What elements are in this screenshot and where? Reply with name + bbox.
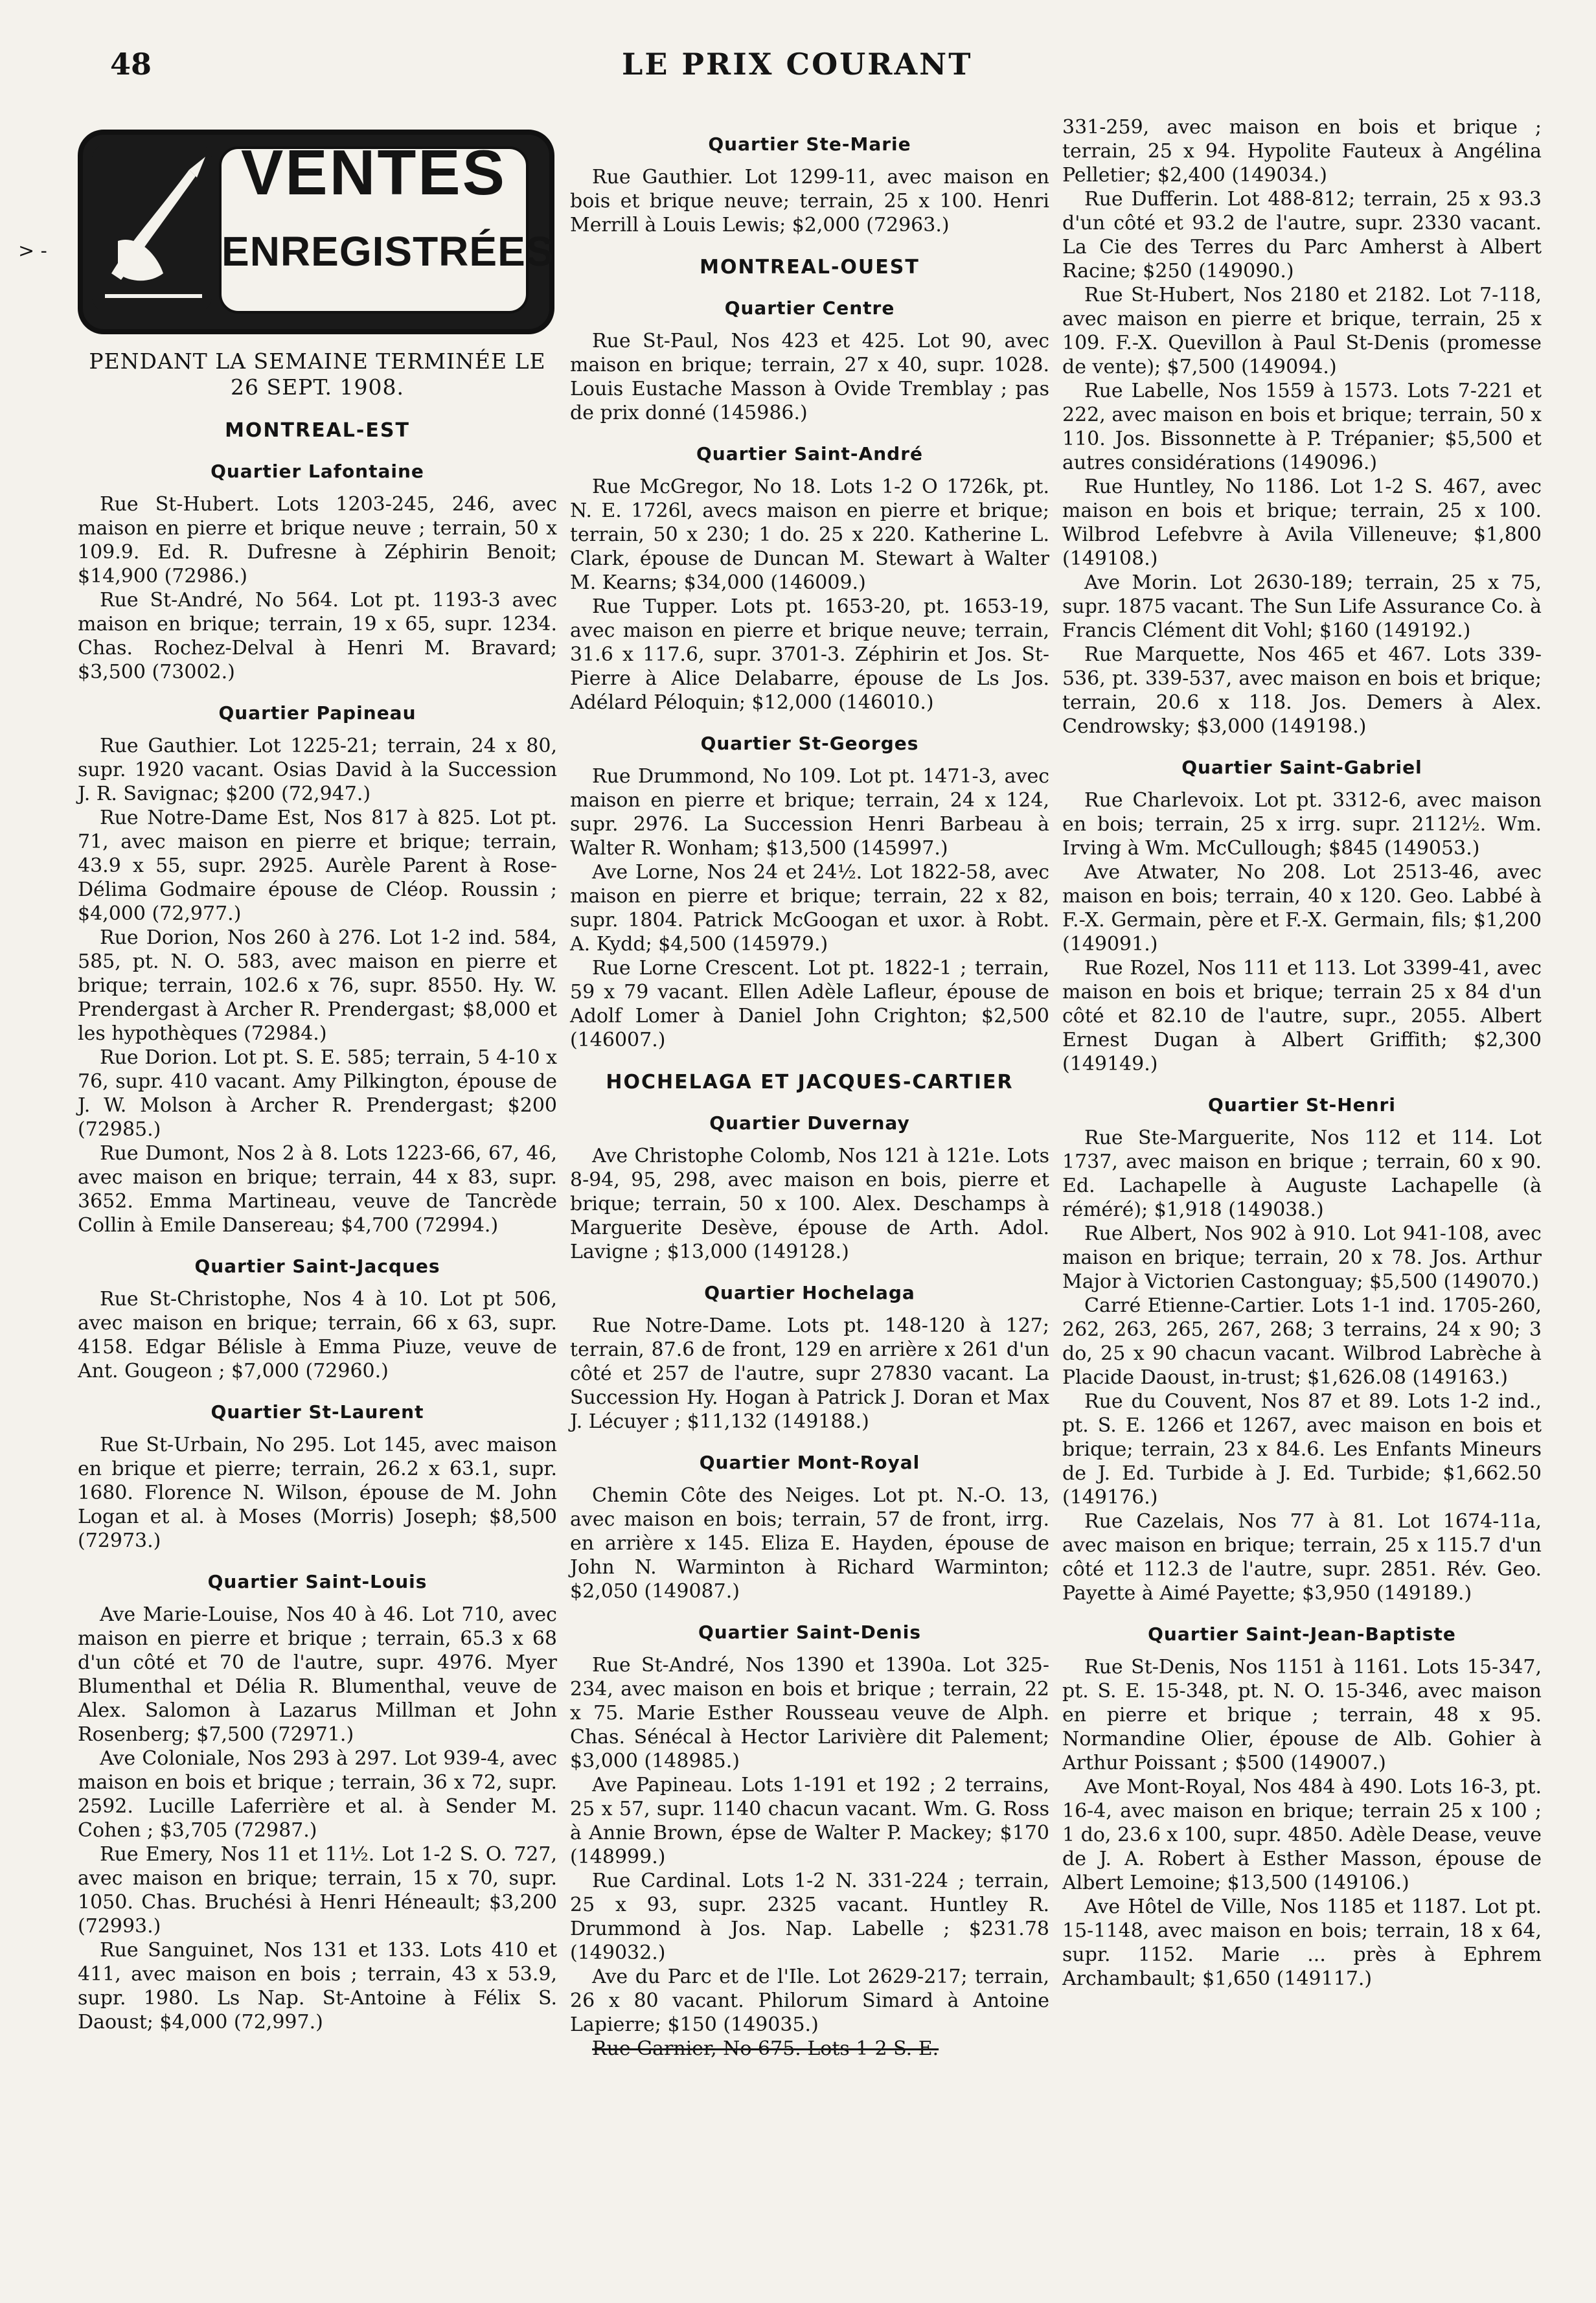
- sale-entry: Rue Tupper. Lots pt. 1653-20, pt. 1653-19, avec maison en pierre et brique neuve; terrain, 31.6 x 117.6, supr. 3701-3. Zéphirin et Jos. St-Pierre à Alice Delabarre, épouse de Ls Jos. Adélard Péloquin; $12,000 (146010.): [570, 595, 1049, 714]
- sale-entry: Ave Hôtel de Ville, Nos 1185 et 1187. Lot pt. 15-1148, avec maison en bois; terrain, 18 x 64, supr. 1152. Marie ... près à Ephrem Archambault; $1,650 (149117.): [1062, 1896, 1542, 1990]
- sale-entry: Ave Mont-Royal, Nos 484 à 490. Lots 16-3, pt. 16-4, avec maison en brique; terrain 25 x 100 ; 1 do, 23.6 x 100, supr. 4850. Adèle Dease, veuve de J. A. Robert à Esther Masson, épouse de Albert Lemoine; $13,500 (149106.): [1062, 1776, 1542, 1894]
- sale-entry: Rue Huntley, No 1186. Lot 1-2 S. 467, avec maison en bois et brique; terrain, 25 x 100. Wilbrod Lefebvre à Avila Villeneuve; $1,800 (149108.): [1062, 475, 1542, 570]
- quarter-heading: Quartier Lafontaine: [211, 461, 424, 482]
- week-period: PENDANT LA SEMAINE TERMINÉE LE 26 SEPT. 1908.: [89, 349, 546, 400]
- quarter-heading: Quartier Saint-Louis: [207, 1571, 428, 1592]
- sale-entry: Rue Sanguinet, Nos 131 et 133. Lots 410 et 411, avec maison en bois ; terrain, 43 x 53.9, supr. 1980. Ls Nap. St-Antoine à Félix S. Daoust; $4,000 (72,997.): [78, 1939, 557, 2034]
- sale-entry: Rue Dorion. Lot pt. S. E. 585; terrain, 5 4-10 x 76, supr. 410 vacant. Amy Pilkington, épouse de J. W. Molson à Archer R. Prendergast; $200 (72985.): [78, 1046, 557, 1141]
- sale-entry: Rue Notre-Dame. Lots pt. 148-120 à 127; terrain, 87.6 de front, 129 en arrière x 261 d'un côté et 257 de l'autre, supr 27830 vacant. La Succession Hy. Hogan à Patrick J. Doran et Max J. Lécuyer ; $11,132 (149188.): [570, 1314, 1049, 1433]
- sale-entry: Rue du Couvent, Nos 87 et 89. Lots 1-2 ind., pt. S. E. 1266 et 1267, avec maison en bois et brique; terrain, 23 x 84.6. Les Enfants Mineurs de J. Ed. Turbide à J. Ed. Turbide; $1,662.50 (149176.): [1062, 1390, 1542, 1509]
- sale-entry: Rue McGregor, No 18. Lots 1-2 O 1726k, pt. N. E. 1726l, avecs maison en pierre et brique; terrain, 50 x 230; 1 do. 25 x 220. Katherine L. Clark, épouse de Duncan M. Stewart à Walter M. Kearns; $34,000 (146009.): [570, 475, 1049, 594]
- quarter-heading: Quartier Papineau: [218, 702, 416, 724]
- column-3-body: [1062, 115, 1542, 1991]
- district-heading: MONTREAL-OUEST: [700, 256, 920, 279]
- sale-entry: Rue Gauthier. Lot 1299-11, avec maison en bois et brique neuve; terrain, 25 x 100. Henri Merrill à Louis Lewis; $2,000 (72963.): [570, 166, 1049, 236]
- quarter-heading: Quartier Mont-Royal: [699, 1452, 920, 1473]
- sale-entry: Rue St-Hubert. Lots 1203-245, 246, avec maison en pierre et brique neuve ; terrain, 50 x 109.9. Ed. R. Dufresne à Zéphirin Benoit; $14,900 (72986.): [78, 493, 557, 588]
- quarter-heading: Quartier St-Georges: [700, 733, 919, 754]
- sale-entry: Rue Dumont, Nos 2 à 8. Lots 1223-66, 67, 46, avec maison en brique; terrain, 44 x 83, supr. 3652. Emma Martineau, veuve de Tancrède Collin à Emile Dansereau; $4,700 (72994.): [78, 1142, 557, 1237]
- sale-entry: Ave Morin. Lot 2630-189; terrain, 25 x 75, supr. 1875 vacant. The Sun Life Assurance Co. à Francis Clément dit Vohl; $160 (149192.): [1062, 571, 1542, 642]
- column-2-body: [570, 132, 1049, 2061]
- sale-entry: Rue Cardinal. Lots 1-2 N. 331-224 ; terrain, 25 x 93, supr. 2325 vacant. Huntley R. Drummond à Jos. Nap. Labelle ; $231.78 (149032.): [570, 1870, 1049, 1964]
- quarter-heading: Quartier St-Henri: [1208, 1094, 1396, 1116]
- ventes-enregistrees-logo: [78, 130, 554, 334]
- column-3: [1062, 115, 1542, 1991]
- quarter-heading: Quartier Hochelaga: [704, 1282, 915, 1303]
- sale-entry: Rue St-Christophe, Nos 4 à 10. Lot pt 506, avec maison en brique; terrain, 66 x 63, supr. 4158. Edgar Bélisle à Emma Piuze, veuve de Ant. Gougeon ; $7,000 (72960.): [78, 1288, 557, 1382]
- quarter-heading: Quartier Saint-André: [696, 443, 923, 464]
- sale-entry: Rue Emery, Nos 11 et 11½. Lot 1-2 S. O. 727, avec maison en brique; terrain, 15 x 70, supr. 1050. Chas. Bruchési à Henri Héneault; $3,200 (72993.): [78, 1843, 557, 1938]
- quarter-heading: Quartier Saint-Jacques: [194, 1255, 440, 1277]
- sale-entry: Rue Dufferin. Lot 488-812; terrain, 25 x 93.3 d'un côté et 93.2 de l'autre, supr. 2330 vacant. La Cie des Terres du Parc Amherst à Albert Racine; $250 (149090.): [1062, 188, 1542, 282]
- sale-entry: Ave Coloniale, Nos 293 à 297. Lot 939-4, avec maison en bois et brique ; terrain, 36 x 72, supr. 2592. Lucille Laferrière et al. à Sender M. Cohen ; $3,705 (72987.): [78, 1747, 557, 1842]
- sale-entry: Rue St-Denis, Nos 1151 à 1161. Lots 15-347, pt. S. E. 15-348, pt. N. O. 15-346, avec maison en pierre et brique ; terrain, 48 x 95. Normandine Olier, épouse de Alb. Gohier à Arthur Poissant ; $500 (149007.): [1062, 1656, 1542, 1774]
- sale-entry: Rue Albert, Nos 902 à 910. Lot 941-108, avec maison en brique; terrain, 20 x 78. Jos. Arthur Major à Victorien Castonguay; $5,500 (149070.): [1062, 1222, 1542, 1293]
- quarter-heading: Quartier Saint-Gabriel: [1181, 757, 1422, 778]
- running-title: LE PRIX COURANT: [622, 47, 973, 82]
- quarter-heading: Quartier Centre: [724, 297, 895, 319]
- sale-entry: Rue Ste-Marguerite, Nos 112 et 114. Lot 1737, avec maison en brique ; terrain, 60 x 90. Ed. Lachapelle à Auguste Lachapelle (à réméré); $1,918 (149038.): [1062, 1127, 1542, 1221]
- sale-entry: Ave Lorne, Nos 24 et 24½. Lot 1822-58, avec maison en pierre et brique; terrain, 22 x 82, supr. 1804. Patrick McGoogan et uxor. à Robt. A. Kydd; $4,500 (145979.): [570, 861, 1049, 956]
- sale-entry: Chemin Côte des Neiges. Lot pt. N.-O. 13, avec maison en bois; terrain, 57 de front, irrg. en arrière x 145. Eliza E. Hayden, épouse de John N. Warminton à Richard Warminton; $2,050 (149087.): [570, 1484, 1049, 1603]
- margin-mark: > -: [18, 240, 47, 262]
- logo-panel: [219, 137, 554, 314]
- quarter-heading: Quartier Saint-Jean-Baptiste: [1148, 1623, 1456, 1645]
- sale-entry: Rue St-Paul, Nos 423 et 425. Lot 90, avec maison en brique; terrain, 27 x 40, supr. 1028. Louis Eustache Masson à Ovide Tremblay ; pas de prix donné (145986.): [570, 330, 1049, 424]
- sale-entry: Ave Atwater, No 208. Lot 2513-46, avec maison en bois; terrain, 40 x 120. Geo. Labbé à F.-X. Germain, père et F.-X. Germain, fils; $1,200 (149091.): [1062, 861, 1542, 956]
- sale-entry: Rue Cazelais, Nos 77 à 81. Lot 1674-11a, avec maison en brique; terrain, 25 x 115.7 d'un côté et 112.3 de l'autre, supr. 2851. Rév. Geo. Payette à Aimé Payette; $3,950 (149189.): [1062, 1510, 1542, 1605]
- quarter-heading: Quartier St-Laurent: [211, 1401, 424, 1423]
- district-heading: HOCHELAGA ET JACQUES-CARTIER: [606, 1071, 1014, 1094]
- sale-entry: Rue St-André, No 564. Lot pt. 1193-3 avec maison en brique; terrain, 19 x 65, supr. 1234. Chas. Rochez-Delval à Henri M. Bravard; $3,500 (73002.): [78, 589, 557, 683]
- column-2: [570, 115, 1049, 2061]
- quarter-heading: Quartier Ste-Marie: [708, 133, 911, 155]
- quill-hand-icon: [92, 144, 212, 312]
- sale-entry: Rue St-Hubert, Nos 2180 et 2182. Lot 7-118, avec maison en pierre et brique, terrain, 25 x 109. F.-X. Quevillon à Paul St-Denis (promesse de vente); $7,500 (149094.): [1062, 284, 1542, 378]
- sale-entry: Carré Etienne-Cartier. Lots 1-1 ind. 1705-260, 262, 263, 265, 267, 268; 3 terrains, 24 x 90; 3 do, 25 x 90 chacun vacant. Wilbrod Labrèche à Placide Daoust, in-trust; $1,626.08 (149163.): [1062, 1294, 1542, 1389]
- sale-entry: Ave Marie-Louise, Nos 40 à 46. Lot 710, avec maison en pierre et brique ; terrain, 65.3 x 68 d'un côté et 70 de l'autre, supr. 4976. Myer Blumenthal et Délia R. Blumenthal, veuve de Alex. Salomon à Lazarus Millman et John Rosenberg; $7,500 (72971.): [78, 1603, 557, 1746]
- page-number: 48: [110, 47, 152, 82]
- sale-entry: Rue Charlevoix. Lot pt. 3312-6, avec maison en bois; terrain, 25 x irrg. supr. 2112½. Wm. Irving à Wm. McCullough; $845 (149053.): [1062, 789, 1542, 860]
- sale-entry: Rue St-André, Nos 1390 et 1390a. Lot 325-234, avec maison en bois et brique ; terrain, 22 x 75. Marie Esther Rousseau veuve de Alph. Chas. Sénécal à Hector Larivière dit Palement; $3,000 (148985.): [570, 1654, 1049, 1772]
- sale-entry: Rue Lorne Crescent. Lot pt. 1822-1 ; terrain, 59 x 79 vacant. Ellen Adèle Lafleur, épouse de Adolf Lomer à Daniel John Crighton; $2,500 (146007.): [570, 957, 1049, 1051]
- column-1: [78, 123, 557, 2034]
- logo-ventes: VENTES: [240, 137, 507, 208]
- sale-entry: Ave Christophe Colomb, Nos 121 à 121e. Lots 8-94, 95, 298, avec maison en bois, pierre et brique; terrain, 50 x 100. Alex. Deschamps à Marguerite Desève, épouse de Arth. Adol. Lavigne ; $13,000 (149128.): [570, 1145, 1049, 1263]
- sale-entry: Rue Labelle, Nos 1559 à 1573. Lots 7-221 et 222, avec maison en bois et brique; terrain, 50 x 110. Jos. Bissonnette à P. Trépanier; $5,500 et autres considérations (149096.): [1062, 380, 1542, 474]
- quarter-heading: Quartier Duvernay: [709, 1112, 910, 1134]
- sale-entry: Ave Papineau. Lots 1-191 et 192 ; 2 terrains, 25 x 57, supr. 1140 chacun vacant. Wm. G. Ross à Annie Brown, épse de Walter P. Mackey; $170 (148999.): [570, 1774, 1049, 1868]
- sale-entry: Rue Gauthier. Lot 1225-21; terrain, 24 x 80, supr. 1920 vacant. Osias David à la Succession J. R. Savignac; $200 (72,947.): [78, 735, 557, 805]
- sale-entry: Rue St-Urbain, No 295. Lot 145, avec maison en brique et pierre; terrain, 26.2 x 63.1, supr. 1680. Florence N. Wilson, épouse de M. John Logan et al. à Moses (Morris) Joseph; $8,500 (72973.): [78, 1434, 557, 1552]
- district-heading: MONTREAL-EST: [225, 419, 410, 442]
- sale-entry: Rue Notre-Dame Est, Nos 817 à 825. Lot pt. 71, avec maison en pierre et brique; terrain, 43.9 x 55, supr. 2925. Aurèle Parent à Rose-Délima Godmaire épouse de Cléop. Roussin ; $4,000 (72,977.): [78, 807, 557, 925]
- sale-entry: Rue Dorion, Nos 260 à 276. Lot 1-2 ind. 584, 585, pt. N. O. 583, avec maison en pierre et brique; terrain, 102.6 x 76, supr. 8550. Hy. W. Prendergast à Archer R. Prendergast; $8,000 et les hypothèques (72984.): [78, 926, 557, 1045]
- column-1-body: [78, 418, 557, 2034]
- logo-enregistrees: ENREGISTRÉES: [222, 228, 554, 275]
- sale-entry: Rue Drummond, No 109. Lot pt. 1471-3, avec maison en pierre et brique; terrain, 24 x 124, supr. 2976. La Succession Henri Barbeau à Walter R. Wonham; $13,500 (145997.): [570, 765, 1049, 860]
- sale-entry: Rue Marquette, Nos 465 et 467. Lots 339-536, pt. 339-537, avec maison en bois et brique; terrain, 20.6 x 118. Jos. Demers à Alex. Cendrowsky; $3,000 (149198.): [1062, 643, 1542, 738]
- quarter-heading: Quartier Saint-Denis: [698, 1621, 921, 1643]
- sale-entry: Rue Rozel, Nos 111 et 113. Lot 3399-41, avec maison en bois et brique; terrain 25 x 84 d'un côté et 82.10 de l'autre, supr., 2055. Albert Ernest Dugan à Albert Griffith; $2,300 (149149.): [1062, 957, 1542, 1075]
- sale-entry: Rue Garnier, No 675. Lots 1-2 S. E.: [592, 2037, 939, 2060]
- sale-entry: 331-259, avec maison en bois et brique ; terrain, 25 x 94. Hypolite Fauteux à Angélina Pelletier; $2,400 (149034.): [1062, 116, 1542, 187]
- sale-entry: Ave du Parc et de l'Ile. Lot 2629-217; terrain, 26 x 80 vacant. Philorum Simard à Antoine Lapierre; $150 (149035.): [570, 1965, 1049, 2036]
